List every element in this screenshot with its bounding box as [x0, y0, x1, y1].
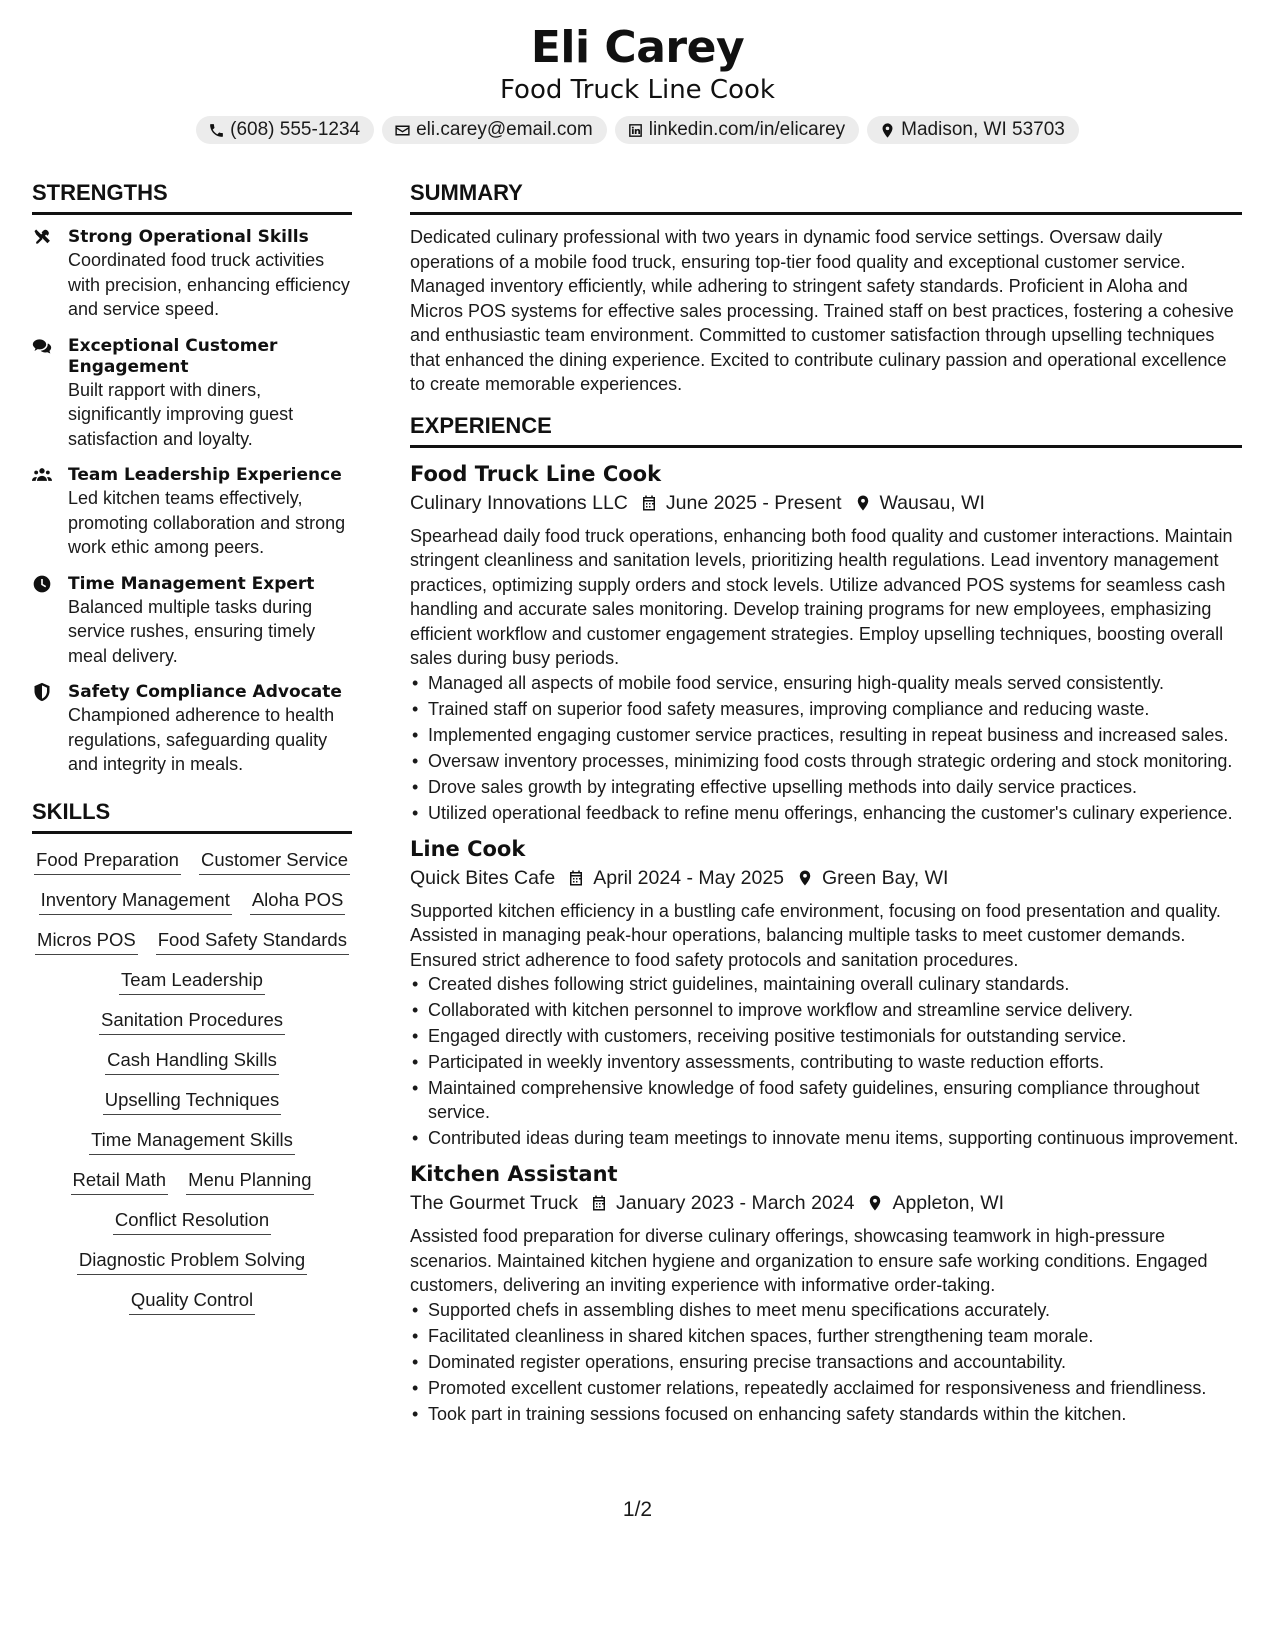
- email-text: eli.carey@email.com: [416, 119, 593, 140]
- job-description: Supported kitchen efficiency in a bustling cafe environment, focusing on food presentation and quality. Assisted in managing peak-hour operations, balancing multiple tasks to meet customer demands. Ensured strict adherence to food safety protocols and sanitation procedures.: [410, 900, 1221, 970]
- skill-tag: Upselling Techniques: [103, 1086, 282, 1115]
- job-bullets: [410, 1298, 1242, 1426]
- strength-item: [32, 336, 352, 452]
- skills-heading: SKILLS: [32, 799, 352, 834]
- job-dates: January 2023 - March 2024: [615, 1192, 855, 1214]
- bullet-item: • Managed all aspects of mobile food service, ensuring high-quality meals served consistently.: [410, 671, 1242, 695]
- candidate-role: Food Truck Line Cook: [500, 75, 775, 105]
- bullet-item: • Oversaw inventory processes, minimizing food costs through strategic ordering and stock monitoring.: [410, 749, 1242, 773]
- contact-email[interactable]: [382, 116, 607, 144]
- strength-title: Safety Compliance Advocate: [68, 682, 342, 702]
- job-company: Culinary Innovations LLC: [410, 491, 628, 514]
- strength-title: Time Management Expert: [68, 573, 315, 594]
- skill-tag: Retail Math: [71, 1166, 169, 1195]
- bullet-item: • Supported chefs in assembling dishes to meet menu specifications accurately.: [410, 1298, 1242, 1322]
- job-meta: [410, 488, 1242, 518]
- strength-item: [32, 227, 352, 322]
- job-location: Wausau, WI: [879, 491, 985, 514]
- strength-desc: Coordinated food truck activities with precision, enhancing efficiency and service speed.: [68, 250, 350, 319]
- skill-tag: Aloha POS: [250, 886, 346, 915]
- page-number: 1/2: [622, 1498, 653, 1521]
- bullet-item: • Utilized operational feedback to refine menu offerings, enhancing the customer's culinary experience.: [410, 801, 1242, 825]
- job-title: Kitchen Assistant: [410, 1162, 618, 1186]
- contact-linkedin[interactable]: [615, 116, 859, 144]
- comments-icon: [32, 336, 52, 356]
- job-title: Line Cook: [410, 836, 526, 861]
- strength-item: [32, 574, 352, 669]
- strength-desc: Led kitchen teams effectively, promoting collaboration and strong work ethic among peers.: [68, 488, 346, 557]
- strength-desc: Championed adherence to health regulations, safeguarding quality and integrity in meals.: [68, 705, 335, 774]
- summary-heading: SUMMARY: [410, 180, 1242, 215]
- skill-tag: Food Preparation: [34, 846, 181, 875]
- shield-icon: [32, 682, 52, 702]
- skill-tag: Time Management Skills: [89, 1126, 295, 1155]
- job-bullets: [410, 671, 1242, 825]
- calendar-icon: [640, 494, 658, 512]
- skill-tag: Team Leadership: [119, 966, 265, 995]
- envelope-icon: [394, 122, 411, 139]
- skill-tag: Conflict Resolution: [113, 1206, 271, 1235]
- bullet-item: • Implemented engaging customer service practices, resulting in repeat business and increased sales.: [410, 723, 1242, 747]
- job-location: Appleton, WI: [892, 1192, 1005, 1214]
- skill-tag: Inventory Management: [39, 886, 232, 915]
- bullet-item: • Trained staff on superior food safety measures, improving compliance and reducing waste.: [410, 697, 1242, 721]
- bullet-item: • Facilitated cleanliness in shared kitchen spaces, further strengthening team morale.: [410, 1324, 1242, 1348]
- job-company: Quick Bites Cafe: [410, 866, 556, 889]
- strength-desc: Built rapport with diners, significantly improving guest satisfaction and loyalty.: [68, 379, 294, 449]
- job-entry: [410, 835, 1242, 1151]
- bullet-item: • Participated in weekly inventory assessments, contributing to waste reduction efforts.: [410, 1050, 1242, 1074]
- strength-item: [32, 682, 352, 777]
- left-column: [32, 180, 352, 1315]
- bullet-item: • Took part in training sessions focused on enhancing safety standards within the kitchen.: [410, 1402, 1242, 1426]
- right-column: [410, 180, 1242, 1436]
- bullet-item: • Maintained comprehensive knowledge of food safety guidelines, ensuring compliance throughout service.: [410, 1076, 1242, 1124]
- strength-title: Strong Operational Skills: [68, 227, 309, 247]
- resume-header: [0, 22, 1275, 144]
- skill-tag: Cash Handling Skills: [105, 1046, 279, 1075]
- job-title: Food Truck Line Cook: [410, 461, 662, 486]
- skill-tag: Micros POS: [35, 926, 138, 955]
- skill-tag: Menu Planning: [186, 1166, 313, 1195]
- map-pin-icon: [866, 1194, 884, 1212]
- job-meta: [410, 863, 1242, 893]
- map-pin-icon: [879, 122, 896, 139]
- map-pin-icon: [796, 869, 814, 887]
- skills-list: [32, 846, 352, 1315]
- contact-bar: [0, 116, 1275, 144]
- job-entry: [410, 460, 1242, 825]
- bullet-item: • Collaborated with kitchen personnel to improve workflow and streamline service delivery.: [410, 998, 1242, 1022]
- bullet-item: • Dominated register operations, ensuring precise transactions and accountability.: [410, 1350, 1242, 1374]
- skill-tag: Quality Control: [129, 1286, 255, 1315]
- calendar-icon: [567, 869, 585, 887]
- strength-title: Exceptional Customer Engagement: [68, 335, 278, 377]
- strengths-heading: STRENGTHS: [32, 180, 352, 215]
- job-entry: [410, 1160, 1242, 1426]
- bullet-item: • Promoted excellent customer relations, repeatedly acclaimed for responsiveness and friendliness.: [410, 1376, 1242, 1400]
- contact-phone[interactable]: [196, 116, 374, 144]
- tools-icon: [32, 227, 52, 247]
- bullet-item: • Drove sales growth by integrating effective upselling methods into daily service practices.: [410, 775, 1242, 799]
- users-icon: [32, 465, 52, 485]
- strength-desc: Balanced multiple tasks during service rushes, ensuring timely meal delivery.: [68, 596, 316, 666]
- job-meta: [410, 1188, 1242, 1218]
- location-text: Madison, WI 53703: [901, 119, 1065, 140]
- job-dates: June 2025 - Present: [665, 491, 842, 514]
- summary-text: Dedicated culinary professional with two years in dynamic food service settings. Oversaw daily operations of a mobile food truck, ensuring top-tier food quality and exceptional customer service. Managed inventory efficiently, while adhering to stringent safety standards. Proficient in Aloha and Micros POS systems for effective sales processing. Trained staff on best practices, fostering a cohesive and enthusiastic team environment. Committed to customer satisfaction through upselling techniques that enhanced the dining experience. Excited to contribute culinary passion and operational excellence to create memorable experiences.: [410, 227, 1234, 394]
- phone-text: (608) 555-1234: [230, 119, 361, 140]
- phone-icon: [208, 122, 225, 139]
- job-description: Spearhead daily food truck operations, enhancing both food quality and customer interactions. Maintain stringent cleanliness and sanitation levels, prioritizing health regulations. Lead inventory management practices, optimizing supply orders and stock levels. Utilize advanced POS systems for seamless cash handling and accurate sales monitoring. Develop training programs for new employees, emphasizing efficient workflow and customer engagement strategies. Employ upselling techniques, boosting overall sales during busy periods.: [410, 525, 1233, 668]
- job-bullets: [410, 972, 1242, 1150]
- bullet-item: • Contributed ideas during team meetings to innovate menu items, supporting continuous improvement.: [410, 1126, 1242, 1150]
- contact-location: [867, 116, 1079, 144]
- job-location: Green Bay, WI: [822, 866, 949, 889]
- bullet-item: • Engaged directly with customers, receiving positive testimonials for outstanding service.: [410, 1024, 1242, 1048]
- strength-title: Team Leadership Experience: [68, 465, 342, 485]
- skill-tag: Customer Service: [199, 846, 350, 875]
- job-dates: April 2024 - May 2025: [593, 866, 785, 889]
- job-description: Assisted food preparation for diverse culinary offerings, showcasing teamwork in high-pressure scenarios. Maintained kitchen hygiene and organization to ensure safe working conditions. Engaged customers, delivering an inviting experience with informative order-taking.: [410, 1226, 1208, 1295]
- linkedin-icon: [627, 122, 644, 139]
- candidate-name: Eli Carey: [530, 22, 745, 73]
- skill-tag: Food Safety Standards: [156, 926, 349, 955]
- map-pin-icon: [854, 494, 872, 512]
- strength-item: [32, 465, 352, 560]
- calendar-icon: [590, 1194, 608, 1212]
- skill-tag: Diagnostic Problem Solving: [77, 1246, 307, 1275]
- clock-icon: [32, 574, 52, 594]
- skill-tag: Sanitation Procedures: [99, 1006, 285, 1035]
- linkedin-text: linkedin.com/in/elicarey: [648, 119, 846, 140]
- bullet-item: • Created dishes following strict guidelines, maintaining overall culinary standards.: [410, 972, 1242, 996]
- job-company: The Gourmet Truck: [410, 1192, 578, 1214]
- experience-heading: EXPERIENCE: [410, 413, 1242, 448]
